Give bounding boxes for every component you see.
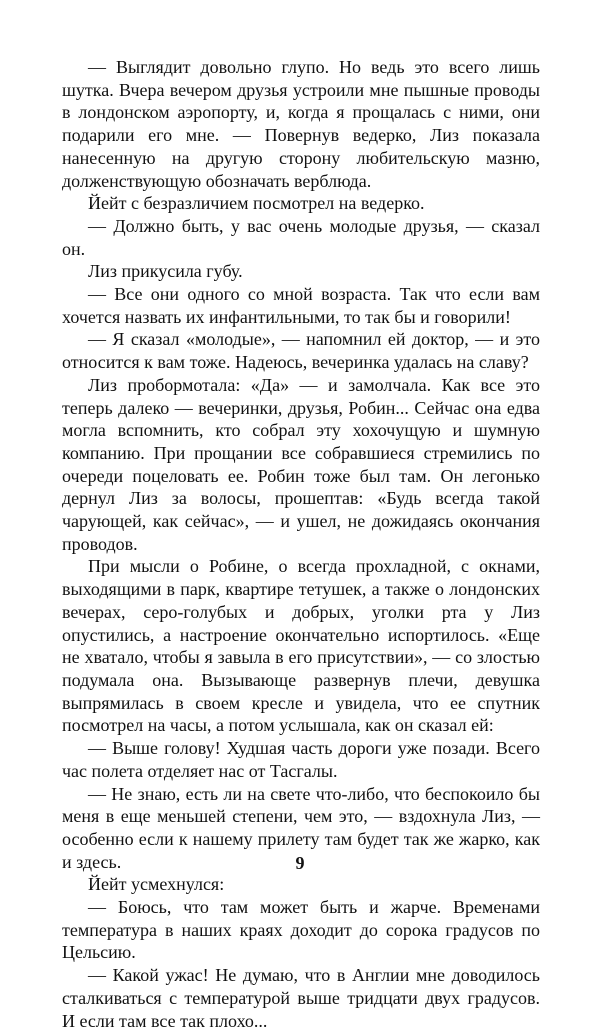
paragraph: Йейт усмехнулся: bbox=[88, 874, 225, 895]
paragraph: Йейт с безразличием посмотрел на ведерко. bbox=[88, 193, 425, 214]
page-body bbox=[62, 56, 540, 1032]
paragraph: — Я сказал «молодые», — напомнил ей доктор, — и это относится к вам тоже. Надеюсь, вечеринка удалась на славу? bbox=[62, 329, 540, 373]
paragraph: — Выглядит довольно глупо. Но ведь это всего лишь шутка. Вчера вечером друзья устроили мне пышные проводы в лондонском аэропорту, и, когда я прощалась с ними, они подарили его мне. — Повернув ведерко, Лиз показала нанесенную на другую сторону любительскую мазню, долженствующую обозначать верблюда. bbox=[62, 57, 540, 191]
paragraph: При мысли о Робине, о всегда прохладной, с окнами, выходящими в парк, квартире тетушек, а также о лондонских вечерах, серо-голубых и добрых, уголки рта у Лиз опустились, а настроение окончательно испортилось. «Еще не хватало, чтобы я завыла в его присутствии», — со злостью подумала она. Вызывающе развернув плечи, девушка выпрямилась в своем кресле и увидела, что ее спутник посмотрел на часы, а потом услышала, как он сказал ей: bbox=[62, 556, 540, 736]
paragraph: — Выше голову! Худшая часть дороги уже позади. Всего час полета отделяет нас от Тасгалы. bbox=[62, 738, 540, 781]
paragraph: — Все они одного со мной возраста. Так что если вам хочется назвать их инфантильными, то так бы и говорили! bbox=[62, 284, 540, 327]
paragraph: Лиз прикусила губу. bbox=[88, 261, 243, 282]
paragraph: — Боюсь, что там может быть и жарче. Временами температура в наших краях доходит до сорока градусов по Цельсию. bbox=[62, 897, 540, 963]
paragraph: — Должно быть, у вас очень молодые друзья, — сказал он. bbox=[62, 215, 540, 259]
paragraph: — Какой ужас! Не думаю, что в Англии мне доводилось сталкиваться с температурой выше тридцати двух градусов. И если там все так плохо... bbox=[62, 965, 540, 1031]
paragraph: Лиз пробормотала: «Да» — и замолчала. Как все это теперь далеко — вечеринки, друзья, Робин... Сейчас она едва могла вспомнить, кто собрал эту хохочущую и шумную компанию. При прощании все собравшиеся стремились по очереди поцеловать ее. Робин тоже был там. Он легонько дернул Лиз за волосы, прошептав: «Будь всегда такой чарующей, как сейчас», — и ушел, не дожидаясь окончания проводов. bbox=[62, 374, 540, 554]
paragraph: — Не знаю, есть ли на свете что-либо, что беспокоило бы меня в еще меньшей степени, чем это, — вздохнула Лиз, — особенно если к нашему прилету там будет так же жарко, как и здесь. bbox=[62, 783, 540, 872]
page-number: 9 bbox=[295, 853, 305, 873]
